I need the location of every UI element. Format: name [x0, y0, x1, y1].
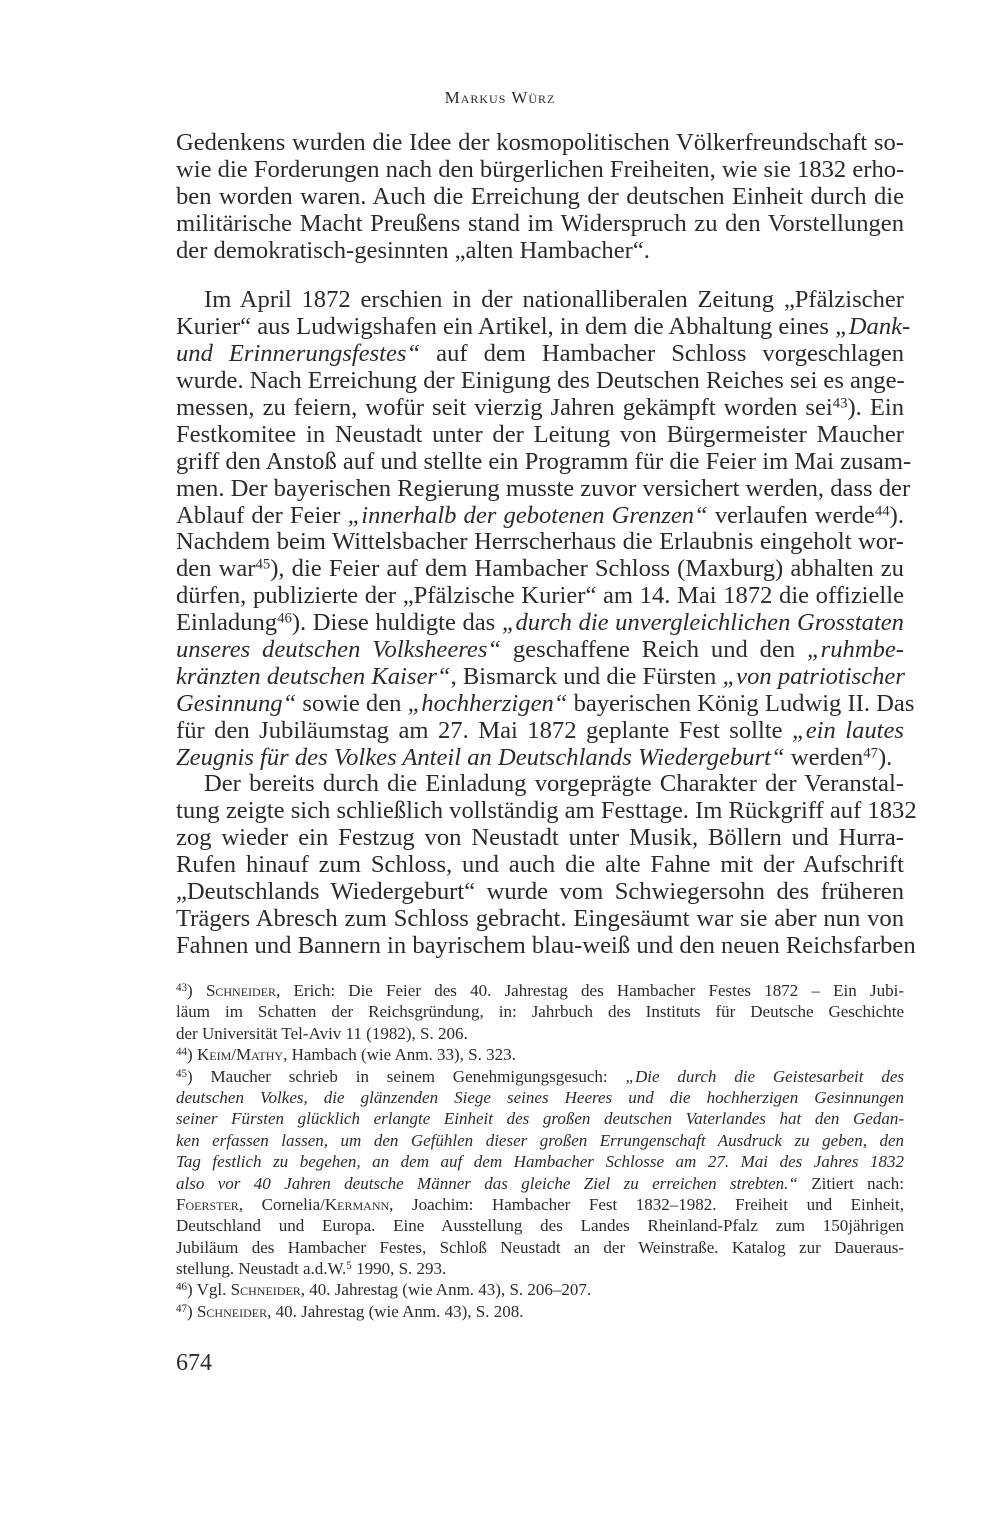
quoted-text: Zeugnis für des Volkes Anteil an Deutschlands Wiedergeburt“: [176, 743, 785, 771]
text-run: Nachdem beim Wittelsbacher Herrscherhaus die Erlaubnis eingeholt wor-: [176, 528, 904, 556]
footnote-reference: 47: [863, 745, 878, 762]
body-line: [176, 157, 904, 184]
text-run: Rufen hinauf zum Schloss, und auch die alte Fahne mit der Aufschrift: [176, 851, 904, 879]
text-run: Gedenkens wurden die Idee der kosmopolitischen Völkerfreundschaft so-: [176, 129, 904, 156]
quoted-text: Tag festlich zu begehen, an dem auf dem Hambacher Schlosse am 27. Mai des Jahres 1832: [176, 1152, 904, 1172]
body-line: [176, 689, 915, 718]
text-run: bayerischen König Ludwig II. Das: [567, 689, 915, 717]
body-line: [176, 474, 911, 503]
text-run: , 40. Jahrestag (wie Anm. 43), S. 206–207.: [300, 1280, 592, 1300]
quoted-text: „Die durch die Geistesarbeit des: [625, 1066, 904, 1086]
text-run: Der bereits durch die Einladung vorgeprägte Charakter der Veranstal-: [204, 770, 904, 798]
running-head: Markus Würz: [444, 88, 556, 107]
body-line: [176, 130, 904, 157]
body-line: [176, 211, 904, 238]
text-run: Jubiläum des Hambacher Festes, Schloß Neustadt an der Weinstraße. Katalog zur Daueraus-: [176, 1237, 904, 1257]
footnote-line: [176, 1130, 904, 1151]
body-line: [176, 313, 911, 341]
footnotes: [176, 980, 904, 1322]
text-run: ) Maucher schrieb in seinem Genehmigungsgesuch:: [187, 1066, 626, 1086]
body-text: [176, 129, 917, 960]
text-run: ): [187, 1045, 197, 1065]
body-line: [176, 906, 904, 933]
quoted-text: „von patriotischer: [722, 662, 905, 690]
footnote-line: [176, 1194, 904, 1215]
footnote-line: [176, 1215, 904, 1236]
quoted-text: „Dank-: [835, 313, 911, 341]
body-line: [176, 238, 904, 265]
quoted-text: „ruhmbe-: [806, 636, 904, 664]
footnote-reference: 46: [176, 1281, 188, 1294]
body-line: [176, 583, 904, 610]
text-run: Im April 1872 erschien in der nationalliberalen Zeitung „Pfälzischer: [204, 286, 904, 314]
text-run: sowie den: [296, 689, 408, 717]
text-run: den war: [176, 555, 256, 583]
text-run: , Hambach (wie Anm. 33), S. 323.: [283, 1045, 516, 1065]
quoted-text: „hochherzigen“: [407, 689, 568, 717]
text-run: dürfen, publizierte der „Pfälzische Kurier“ am 14. Mai 1872 die offizielle: [176, 582, 904, 610]
body-line: [176, 825, 904, 852]
body-line: [176, 610, 904, 637]
text-run: ) Vgl.: [187, 1280, 231, 1300]
footnote-line: [176, 1087, 904, 1108]
text-run: , Bismarck und die Fürsten: [450, 662, 723, 690]
footnote-line: [176, 1108, 904, 1129]
body-line: [176, 637, 904, 664]
text-run: ).: [889, 501, 904, 529]
body-line: [176, 287, 904, 314]
author-name: Schneider: [196, 1301, 268, 1321]
author-name: Keim/Mathy: [196, 1045, 284, 1065]
quoted-text: „ein lautes: [792, 716, 904, 744]
text-run: der Universität Tel-Aviv 11 (1982), S. 206.: [176, 1023, 468, 1043]
text-run: militärische Macht Preußens stand im Widerspruch zu den Vorstellungen: [176, 209, 904, 237]
author-name: Schneider: [205, 981, 277, 1000]
footnote-line: [176, 1044, 904, 1065]
text-run: ).: [877, 743, 893, 771]
footnote-line: [176, 1151, 904, 1172]
text-run: messen, zu feiern, wofür seit vierzig Jahren gekämpft worden sei: [176, 394, 833, 422]
text-run: ): [187, 981, 206, 1000]
text-run: der demokratisch-gesinnten „alten Hambacher“.: [176, 236, 650, 264]
footnote-line: [176, 1173, 904, 1194]
quoted-text: Gesinnung“: [176, 689, 297, 717]
text-run: Einladung: [176, 609, 278, 637]
text-run: ), die Feier auf dem Hambacher Schloss (Maxburg) abhalten zu: [270, 555, 904, 583]
text-run: läum im Schatten der Reichsgründung, in: Jahrbuch des Instituts für Deutsche Geschichte: [176, 1002, 904, 1022]
footnote-reference: 44: [874, 503, 890, 520]
quoted-text: „durch die unvergleichlichen Grosstaten: [501, 609, 904, 637]
text-run: Zitiert nach:: [797, 1173, 904, 1193]
text-run: werden: [784, 743, 864, 771]
quoted-text: seiner Fürsten glücklich erlangte Einheit des großen deutschen Vaterlandes hat den Gedan-: [176, 1109, 904, 1129]
footnote-line: [176, 1023, 904, 1044]
footnote-reference: 5: [346, 1260, 352, 1273]
author-name: Schneider: [230, 1280, 301, 1300]
body-line: [176, 745, 904, 772]
footnote-reference: 47: [176, 1302, 188, 1315]
author-name: Kermann: [324, 1194, 390, 1214]
footnote-reference: 45: [255, 556, 271, 573]
page-number: 674: [176, 1350, 212, 1376]
text-run: wie die Forderungen nach den bürgerlichen Freiheiten, wie sie 1832 erho-: [176, 155, 905, 183]
text-run: „Deutschlands Wiedergeburt“ wurde vom Schwiegersohn des früheren: [176, 878, 904, 906]
footnote-line: [176, 1066, 904, 1087]
text-run: auf dem Hambacher Schloss vorgeschlagen: [420, 340, 904, 368]
text-run: Festkomitee in Neustadt unter der Leitung von Bürgermeister Maucher: [176, 420, 904, 448]
text-run: Fahnen und Bannern in bayrischem blau-weiß und den neuen Reichsfarben: [176, 931, 916, 959]
body-line: [176, 503, 904, 530]
body-line: [176, 718, 904, 745]
quoted-text: „innerhalb der gebotenen Grenzen“: [347, 501, 708, 529]
quoted-text: deutschen Volkes, die glänzenden Siege seines Heeres und die hochherzigen Gesinnungen: [176, 1087, 904, 1107]
footnote-line: [176, 1301, 904, 1322]
text-run: , Cornelia/: [238, 1194, 325, 1214]
text-run: ): [187, 1301, 197, 1321]
body-line: [176, 395, 904, 422]
footnote-reference: 45: [176, 1067, 188, 1080]
text-run: , Erich: Die Feier des 40. Jahrestag des Hambacher Festes 1872 – Ein Jubi-: [276, 981, 904, 1000]
text-run: ). Diese huldigte das: [291, 609, 502, 637]
footnote-reference: 46: [277, 610, 292, 627]
text-run: , 40. Jahrestag (wie Anm. 43), S. 208.: [267, 1301, 524, 1321]
quoted-text: kränzten deutschen Kaiser“: [176, 662, 451, 690]
body-line: [176, 931, 916, 960]
text-run: geschaffene Reich und den: [501, 636, 807, 664]
text-run: zog wieder ein Festzug von Neustadt unter Musik, Böllern und Hurra-: [176, 824, 904, 852]
text-run: wurde. Nach Erreichung der Einigung des Deutschen Reiches sei es ange-: [176, 367, 905, 395]
text-run: stellung. Neustadt a.d.W.: [176, 1259, 347, 1279]
footnote-reference: 43: [176, 982, 188, 995]
text-run: griff den Anstoß auf und stellte ein Programm für die Feier im Mai zusam-: [176, 447, 912, 475]
text-run: 1990, S. 293.: [351, 1259, 447, 1279]
quoted-text: und Erinnerungsfestes“: [176, 340, 421, 368]
text-run: Deutschland und Europa. Eine Ausstellung des Landes Rheinland-Pfalz zum 150jährigen: [176, 1216, 904, 1236]
quoted-text: also vor 40 Jahren deutsche Männer das gleiche Ziel zu erreichen strebten.“: [176, 1173, 798, 1193]
text-run: ben worden waren. Auch die Erreichung der deutschen Einheit durch die: [176, 182, 904, 210]
body-line: [176, 184, 904, 211]
body-line: [176, 852, 904, 879]
body-line: [176, 797, 917, 825]
footnote-line: [176, 980, 904, 1001]
quoted-text: ken erfassen lassen, um den Gefühlen dieser großen Errungenschaft Ausdruck zu geben, den: [176, 1130, 904, 1150]
body-line: [176, 368, 904, 395]
text-run: Trägers Abresch zum Schloss gebracht. Eingesäumt war sie aber nun von: [176, 904, 904, 932]
text-run: Kurier“ aus Ludwigshafen ein Artikel, in dem die Abhaltung eines: [176, 313, 836, 341]
footnote-reference: 44: [176, 1046, 188, 1059]
text-run: men. Der bayerischen Regierung musste zuvor versichert werden, dass der: [176, 474, 911, 502]
paragraph-gap: [176, 264, 904, 287]
body-line: [176, 341, 904, 368]
footnote-line: [176, 1258, 904, 1279]
body-line: [176, 556, 904, 583]
text-run: ). Ein: [847, 394, 904, 422]
text-run: Ablauf der Feier: [176, 501, 348, 529]
body-line: [176, 879, 904, 906]
text-run: für den Jubiläumstag am 27. Mai 1872 geplante Fest sollte: [176, 716, 793, 744]
body-line: [176, 771, 904, 798]
text-run: verlaufen werde: [707, 501, 875, 529]
text-run: tung zeigte sich schließlich vollständig am Festtage. Im Rückgriff auf 1832: [176, 797, 917, 825]
text-run: , Joachim: Hambacher Fest 1832–1982. Freiheit und Einheit,: [389, 1194, 904, 1214]
body-line: [176, 664, 904, 691]
footnote-line: [176, 1001, 904, 1022]
body-line: [176, 529, 904, 556]
quoted-text: unseres deutschen Volksheeres“: [176, 636, 502, 664]
body-line: [176, 422, 904, 449]
footnote-reference: 43: [832, 395, 848, 412]
footnote-line: [176, 1279, 904, 1300]
author-name: Foerster: [176, 1194, 239, 1214]
footnote-line: [176, 1237, 904, 1258]
body-line: [176, 447, 912, 476]
